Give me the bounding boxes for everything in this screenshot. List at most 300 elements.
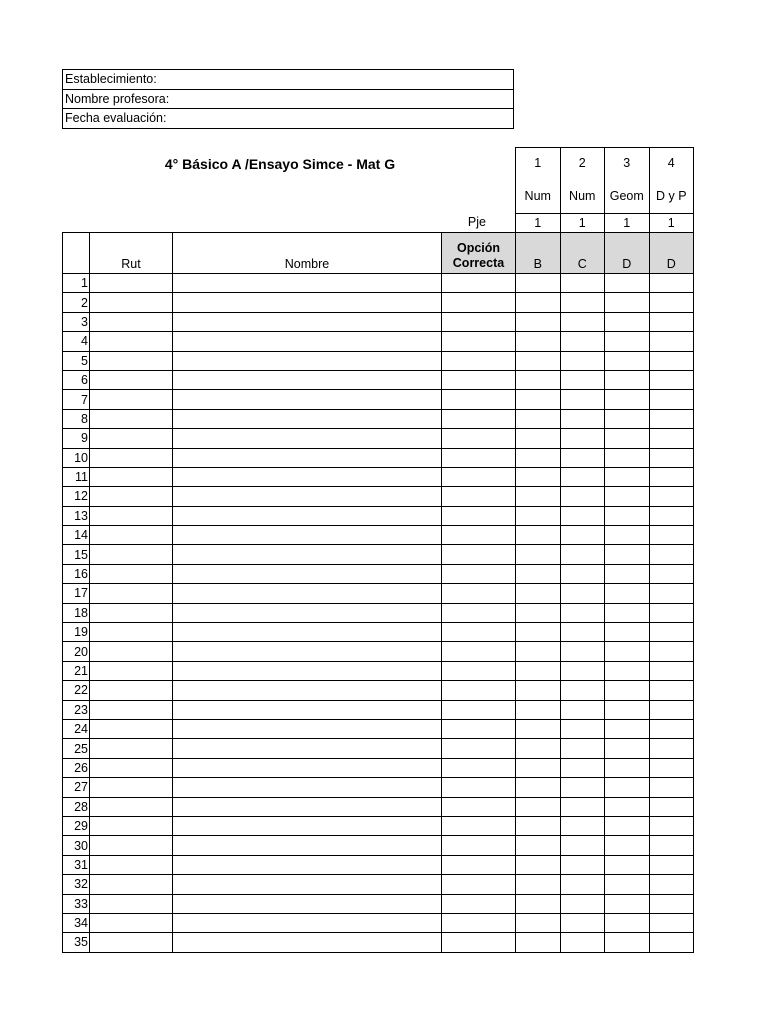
answer-cell[interactable]: [560, 429, 605, 448]
info-profesora[interactable]: Nombre profesora:: [63, 89, 514, 109]
answer-cell[interactable]: [649, 312, 694, 331]
row-number: 17: [63, 584, 90, 603]
opcion-cell[interactable]: [442, 778, 516, 797]
answer-cell[interactable]: [649, 390, 694, 409]
row-number: 21: [63, 661, 90, 680]
table-row: [63, 409, 694, 428]
rut-cell[interactable]: [90, 661, 173, 680]
nombre-cell[interactable]: [173, 739, 442, 758]
answer-cell[interactable]: [560, 797, 605, 816]
nombre-cell[interactable]: [173, 409, 442, 428]
nombre-cell[interactable]: [173, 370, 442, 389]
answer-cell[interactable]: [649, 681, 694, 700]
table-row: [63, 351, 694, 370]
answer-cell[interactable]: [560, 332, 605, 351]
rut-cell[interactable]: [90, 526, 173, 545]
answer-cell[interactable]: [560, 913, 605, 932]
answer-cell[interactable]: [516, 700, 561, 719]
answer-cell[interactable]: [649, 719, 694, 738]
rut-cell[interactable]: [90, 875, 173, 894]
sheet-title: 4° Básico A /Ensayo Simce - Mat G: [164, 156, 396, 172]
rut-cell[interactable]: [90, 467, 173, 486]
opcion-cell[interactable]: [442, 506, 516, 525]
nombre-cell[interactable]: [173, 526, 442, 545]
opcion-cell[interactable]: [442, 836, 516, 855]
question-number: 4: [649, 148, 694, 179]
rut-cell[interactable]: [90, 642, 173, 661]
opcion-cell[interactable]: [442, 603, 516, 622]
answer-cell[interactable]: [516, 274, 561, 293]
info-establecimiento[interactable]: Establecimiento:: [63, 70, 514, 90]
answer-cell[interactable]: [516, 719, 561, 738]
answer-cell[interactable]: [560, 681, 605, 700]
rut-cell[interactable]: [90, 584, 173, 603]
answer-cell[interactable]: [649, 623, 694, 642]
answer-cell[interactable]: [605, 855, 650, 874]
rut-cell[interactable]: [90, 293, 173, 312]
rut-cell[interactable]: [90, 778, 173, 797]
answer-cell[interactable]: [516, 758, 561, 777]
opcion-cell[interactable]: [442, 487, 516, 506]
rut-cell[interactable]: [90, 545, 173, 564]
answer-cell[interactable]: [516, 351, 561, 370]
answer-cell[interactable]: [649, 700, 694, 719]
info-fecha[interactable]: Fecha evaluación:: [63, 109, 514, 129]
table-row: [63, 778, 694, 797]
opcion-cell[interactable]: [442, 739, 516, 758]
row-number: 22: [63, 681, 90, 700]
table-row: [63, 719, 694, 738]
table-row: [63, 623, 694, 642]
answer-cell[interactable]: [649, 332, 694, 351]
answer-cell[interactable]: [560, 778, 605, 797]
answer-cell[interactable]: [605, 293, 650, 312]
nombre-cell[interactable]: [173, 584, 442, 603]
answer-cell[interactable]: [605, 429, 650, 448]
nombre-cell[interactable]: [173, 719, 442, 738]
opcion-cell[interactable]: [442, 623, 516, 642]
opcion-cell[interactable]: [442, 351, 516, 370]
answer-cell[interactable]: [560, 448, 605, 467]
answer-cell[interactable]: [605, 797, 650, 816]
nombre-cell[interactable]: [173, 894, 442, 913]
answer-cell[interactable]: [649, 429, 694, 448]
table-row: [63, 370, 694, 389]
nombre-cell[interactable]: [173, 390, 442, 409]
table-row: [63, 274, 694, 293]
nombre-cell[interactable]: [173, 545, 442, 564]
opcion-cell[interactable]: [442, 467, 516, 486]
answer-cell[interactable]: [516, 933, 561, 952]
opcion-cell[interactable]: [442, 855, 516, 874]
answer-cell[interactable]: [516, 293, 561, 312]
nombre-cell[interactable]: [173, 700, 442, 719]
opcion-cell[interactable]: [442, 642, 516, 661]
answer-cell[interactable]: [649, 564, 694, 583]
answer-cell[interactable]: [605, 274, 650, 293]
answer-cell[interactable]: [516, 545, 561, 564]
answer-cell[interactable]: [605, 312, 650, 331]
answer-cell[interactable]: [560, 739, 605, 758]
table-row: [63, 933, 694, 952]
answer-cell[interactable]: [516, 661, 561, 680]
rut-cell[interactable]: [90, 564, 173, 583]
answer-cell[interactable]: [605, 894, 650, 913]
answer-cell[interactable]: [649, 506, 694, 525]
row-number: 23: [63, 700, 90, 719]
answer-cell[interactable]: [560, 487, 605, 506]
nombre-cell[interactable]: [173, 293, 442, 312]
opcion-cell[interactable]: [442, 816, 516, 835]
opcion-cell[interactable]: [442, 526, 516, 545]
answer-cell[interactable]: [649, 661, 694, 680]
rut-cell[interactable]: [90, 274, 173, 293]
answer-cell[interactable]: [605, 642, 650, 661]
pje-label: Pje: [467, 215, 486, 229]
table-row: [63, 293, 694, 312]
answer-cell[interactable]: [560, 390, 605, 409]
answer-cell[interactable]: [516, 623, 561, 642]
answer-cell[interactable]: [605, 487, 650, 506]
opcion-cell[interactable]: [442, 564, 516, 583]
nombre-cell[interactable]: [173, 836, 442, 855]
nombre-cell[interactable]: [173, 274, 442, 293]
answer-cell[interactable]: [649, 448, 694, 467]
rut-cell[interactable]: [90, 913, 173, 932]
student-table: [62, 232, 694, 953]
opcion-cell[interactable]: [442, 429, 516, 448]
row-number: 10: [63, 448, 90, 467]
nombre-cell[interactable]: [173, 797, 442, 816]
answer-cell[interactable]: [605, 913, 650, 932]
row-number: 12: [63, 487, 90, 506]
nombre-cell[interactable]: [173, 816, 442, 835]
answer-cell[interactable]: [649, 467, 694, 486]
answer-cell[interactable]: [516, 778, 561, 797]
row-number: 13: [63, 506, 90, 525]
answer-cell[interactable]: [560, 545, 605, 564]
table-row: [63, 390, 694, 409]
opcion-cell[interactable]: [442, 661, 516, 680]
opcion-cell[interactable]: [442, 913, 516, 932]
opcion-cell[interactable]: [442, 894, 516, 913]
opcion-cell[interactable]: [442, 274, 516, 293]
answer-cell[interactable]: [516, 584, 561, 603]
answer-cell[interactable]: [560, 642, 605, 661]
rut-cell[interactable]: [90, 739, 173, 758]
answer-cell[interactable]: [560, 351, 605, 370]
answer-cell[interactable]: [560, 506, 605, 525]
answer-cell[interactable]: [605, 875, 650, 894]
opcion-cell[interactable]: [442, 409, 516, 428]
answer-cell[interactable]: [605, 758, 650, 777]
question-points: 1: [605, 214, 650, 233]
answer-cell[interactable]: [560, 623, 605, 642]
table-row: [63, 467, 694, 486]
answer-cell[interactable]: [560, 370, 605, 389]
opcion-cell[interactable]: [442, 584, 516, 603]
opcion-cell[interactable]: [442, 681, 516, 700]
opcion-cell[interactable]: [442, 312, 516, 331]
row-number: 26: [63, 758, 90, 777]
rut-cell[interactable]: [90, 429, 173, 448]
opcion-cell[interactable]: [442, 448, 516, 467]
nombre-cell[interactable]: [173, 778, 442, 797]
answer-cell[interactable]: [605, 681, 650, 700]
answer-cell[interactable]: [560, 526, 605, 545]
row-number: 28: [63, 797, 90, 816]
index-header: [63, 233, 90, 274]
answer-cell[interactable]: [516, 681, 561, 700]
answer-cell[interactable]: [560, 855, 605, 874]
answer-cell[interactable]: [560, 875, 605, 894]
rut-cell[interactable]: [90, 332, 173, 351]
info-table: [62, 69, 514, 129]
nombre-cell[interactable]: [173, 913, 442, 932]
nombre-cell[interactable]: [173, 623, 442, 642]
correct-answer: D: [605, 233, 650, 274]
correct-answer: C: [560, 233, 605, 274]
answer-cell[interactable]: [516, 370, 561, 389]
answer-cell[interactable]: [516, 739, 561, 758]
answer-cell[interactable]: [605, 370, 650, 389]
rut-cell[interactable]: [90, 758, 173, 777]
row-number: 30: [63, 836, 90, 855]
answer-cell[interactable]: [649, 274, 694, 293]
answer-cell[interactable]: [605, 836, 650, 855]
answer-cell[interactable]: [516, 603, 561, 622]
row-number: 7: [63, 390, 90, 409]
question-number: 3: [605, 148, 650, 179]
answer-cell[interactable]: [605, 661, 650, 680]
answer-cell[interactable]: [605, 584, 650, 603]
answer-cell[interactable]: [560, 584, 605, 603]
answer-cell[interactable]: [649, 836, 694, 855]
nombre-cell[interactable]: [173, 603, 442, 622]
row-number: 2: [63, 293, 90, 312]
rut-cell[interactable]: [90, 681, 173, 700]
answer-cell[interactable]: [649, 526, 694, 545]
rut-cell[interactable]: [90, 312, 173, 331]
nombre-header: Nombre: [173, 233, 442, 274]
answer-cell[interactable]: [649, 933, 694, 952]
nombre-cell[interactable]: [173, 875, 442, 894]
answer-cell[interactable]: [605, 506, 650, 525]
nombre-cell[interactable]: [173, 506, 442, 525]
answer-cell[interactable]: [516, 875, 561, 894]
answer-cell[interactable]: [516, 312, 561, 331]
nombre-cell[interactable]: [173, 429, 442, 448]
answer-cell[interactable]: [516, 642, 561, 661]
answer-cell[interactable]: [516, 429, 561, 448]
row-number: 34: [63, 913, 90, 932]
answer-cell[interactable]: [516, 448, 561, 467]
nombre-cell[interactable]: [173, 642, 442, 661]
nombre-cell[interactable]: [173, 661, 442, 680]
answer-cell[interactable]: [516, 855, 561, 874]
answer-cell[interactable]: [560, 894, 605, 913]
answer-cell[interactable]: [649, 797, 694, 816]
answer-cell[interactable]: [560, 661, 605, 680]
answer-cell[interactable]: [516, 332, 561, 351]
answer-cell[interactable]: [605, 564, 650, 583]
rut-cell[interactable]: [90, 390, 173, 409]
rut-cell[interactable]: [90, 370, 173, 389]
answer-cell[interactable]: [649, 739, 694, 758]
rut-cell[interactable]: [90, 351, 173, 370]
answer-cell[interactable]: [649, 875, 694, 894]
answer-cell[interactable]: [649, 293, 694, 312]
row-number: 27: [63, 778, 90, 797]
answer-cell[interactable]: [649, 603, 694, 622]
answer-cell[interactable]: [516, 526, 561, 545]
answer-cell[interactable]: [649, 642, 694, 661]
answer-cell[interactable]: [560, 719, 605, 738]
nombre-cell[interactable]: [173, 681, 442, 700]
opcion-cell[interactable]: [442, 700, 516, 719]
answer-cell[interactable]: [516, 894, 561, 913]
answer-cell[interactable]: [605, 351, 650, 370]
answer-cell[interactable]: [516, 467, 561, 486]
question-axis: D y P: [649, 178, 694, 214]
row-number: 6: [63, 370, 90, 389]
answer-cell[interactable]: [516, 487, 561, 506]
answer-cell[interactable]: [560, 603, 605, 622]
row-number: 14: [63, 526, 90, 545]
rut-cell[interactable]: [90, 933, 173, 952]
answer-cell[interactable]: [605, 467, 650, 486]
row-number: 16: [63, 564, 90, 583]
table-row: [63, 739, 694, 758]
answer-cell[interactable]: [605, 778, 650, 797]
opcion-cell[interactable]: [442, 797, 516, 816]
answer-cell[interactable]: [560, 700, 605, 719]
row-number: 24: [63, 719, 90, 738]
rut-cell[interactable]: [90, 836, 173, 855]
answer-cell[interactable]: [516, 836, 561, 855]
answer-cell[interactable]: [560, 293, 605, 312]
answer-cell[interactable]: [516, 564, 561, 583]
answer-cell[interactable]: [649, 584, 694, 603]
answer-cell[interactable]: [605, 933, 650, 952]
rut-cell[interactable]: [90, 603, 173, 622]
opcion-cell[interactable]: [442, 758, 516, 777]
rut-cell[interactable]: [90, 719, 173, 738]
answer-cell[interactable]: [560, 564, 605, 583]
nombre-cell[interactable]: [173, 467, 442, 486]
answer-cell[interactable]: [560, 274, 605, 293]
answer-cell[interactable]: [649, 913, 694, 932]
nombre-cell[interactable]: [173, 758, 442, 777]
answer-cell[interactable]: [649, 894, 694, 913]
answer-cell[interactable]: [605, 719, 650, 738]
opcion-cell[interactable]: [442, 545, 516, 564]
answer-cell[interactable]: [560, 836, 605, 855]
table-row: [63, 816, 694, 835]
answer-cell[interactable]: [649, 545, 694, 564]
rut-cell[interactable]: [90, 700, 173, 719]
answer-cell[interactable]: [605, 816, 650, 835]
opcion-cell[interactable]: [442, 390, 516, 409]
answer-cell[interactable]: [649, 370, 694, 389]
rut-cell[interactable]: [90, 894, 173, 913]
opcion-correcta-header: Opción Correcta: [442, 233, 516, 274]
answer-cell[interactable]: [516, 409, 561, 428]
answer-cell[interactable]: [649, 409, 694, 428]
answer-cell[interactable]: [605, 603, 650, 622]
opcion-cell[interactable]: [442, 719, 516, 738]
answer-cell[interactable]: [649, 351, 694, 370]
nombre-cell[interactable]: [173, 351, 442, 370]
answer-cell[interactable]: [560, 409, 605, 428]
answer-cell[interactable]: [649, 855, 694, 874]
rut-cell[interactable]: [90, 797, 173, 816]
table-row: [63, 894, 694, 913]
answer-cell[interactable]: [605, 739, 650, 758]
rut-cell[interactable]: [90, 448, 173, 467]
nombre-cell[interactable]: [173, 933, 442, 952]
table-row: [63, 836, 694, 855]
nombre-cell[interactable]: [173, 855, 442, 874]
opcion-cell[interactable]: [442, 933, 516, 952]
answer-cell[interactable]: [516, 506, 561, 525]
answer-cell[interactable]: [649, 778, 694, 797]
answer-cell[interactable]: [605, 526, 650, 545]
answer-cell[interactable]: [560, 312, 605, 331]
opcion-cell[interactable]: [442, 293, 516, 312]
nombre-cell[interactable]: [173, 487, 442, 506]
answer-cell[interactable]: [605, 623, 650, 642]
answer-cell[interactable]: [605, 332, 650, 351]
answer-cell[interactable]: [516, 816, 561, 835]
opcion-cell[interactable]: [442, 370, 516, 389]
answer-cell[interactable]: [560, 816, 605, 835]
nombre-cell[interactable]: [173, 448, 442, 467]
answer-cell[interactable]: [605, 448, 650, 467]
rut-cell[interactable]: [90, 855, 173, 874]
answer-cell[interactable]: [560, 758, 605, 777]
rut-cell[interactable]: [90, 409, 173, 428]
answer-cell[interactable]: [649, 816, 694, 835]
rut-cell[interactable]: [90, 506, 173, 525]
rut-cell[interactable]: [90, 487, 173, 506]
rut-cell[interactable]: [90, 816, 173, 835]
answer-cell[interactable]: [560, 933, 605, 952]
table-row: [63, 332, 694, 351]
answer-cell[interactable]: [605, 409, 650, 428]
rut-cell[interactable]: [90, 623, 173, 642]
answer-cell[interactable]: [649, 758, 694, 777]
answer-cell[interactable]: [560, 467, 605, 486]
answer-cell[interactable]: [516, 797, 561, 816]
row-number: 20: [63, 642, 90, 661]
answer-cell[interactable]: [605, 545, 650, 564]
answer-cell[interactable]: [516, 913, 561, 932]
row-number: 5: [63, 351, 90, 370]
nombre-cell[interactable]: [173, 332, 442, 351]
row-number: 15: [63, 545, 90, 564]
nombre-cell[interactable]: [173, 564, 442, 583]
answer-cell[interactable]: [516, 390, 561, 409]
answer-cell[interactable]: [605, 700, 650, 719]
table-row: [63, 506, 694, 525]
question-axis: Num: [560, 178, 605, 214]
opcion-cell[interactable]: [442, 332, 516, 351]
opcion-cell[interactable]: [442, 875, 516, 894]
nombre-cell[interactable]: [173, 312, 442, 331]
answer-cell[interactable]: [649, 487, 694, 506]
answer-cell[interactable]: [605, 390, 650, 409]
